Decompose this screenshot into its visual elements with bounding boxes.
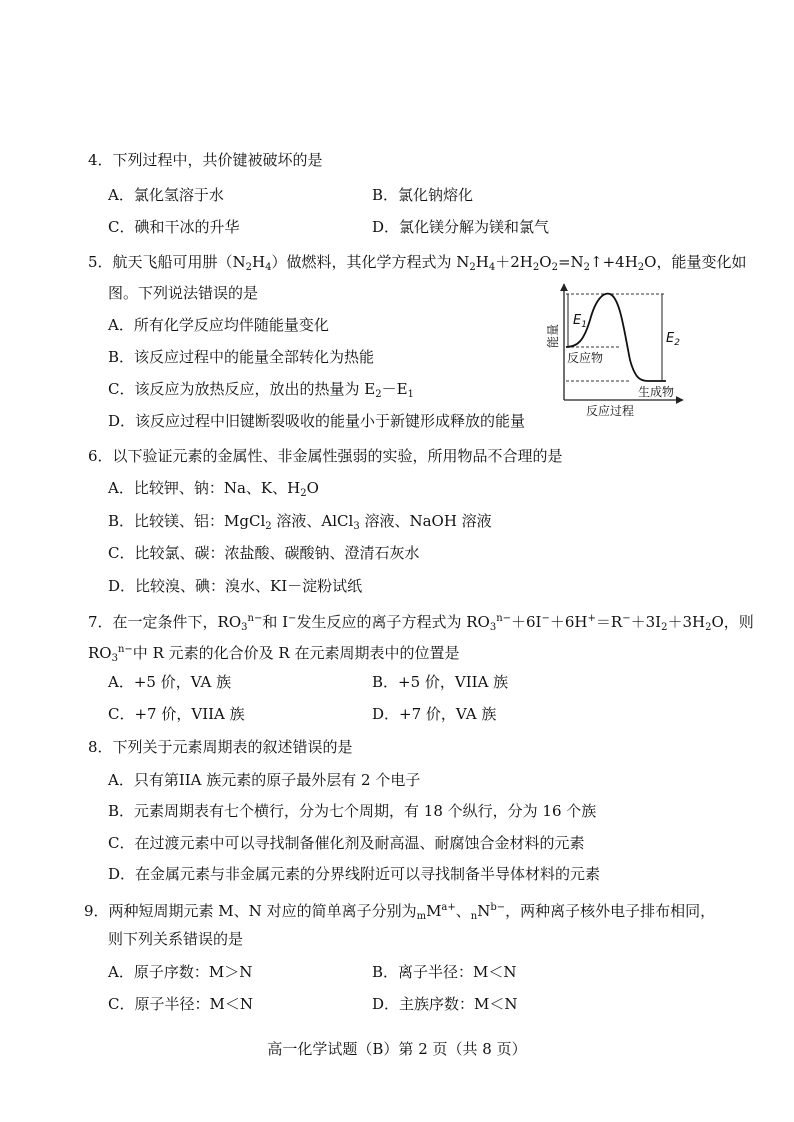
energy-diagram <box>538 280 688 420</box>
q5-option-d: D．该反应过程中旧键断裂吸收的能量小于新键形成释放的能量 <box>108 412 526 430</box>
q9-stem: 9．两种短周期元素 M、N 对应的简单离子分别为$_mM^{a+}$、$_nN^{b-}$，两种离子核外电子排布相同， <box>84 902 716 922</box>
q6-option-b: B．比较镁、铝：MgCl$_2$ 溶液、AlCl$_3$ 溶液、NaOH 溶液 <box>108 512 492 532</box>
e2-label: $E_2$ <box>666 331 680 348</box>
q8-option-d: D．在金属元素与非金属元素的分界线附近可以寻找制备半导体材料的元素 <box>108 865 601 883</box>
q7-stem: 7．在一定条件下，$RO_3^{n-}$和 I−发生反应的离子方程式为 $RO_3^{n-}+6I^-+6H^+=R^-+3I_2+3H_2O$，则 <box>88 613 754 633</box>
q9-stem-cont: 则下列关系错误的是 <box>108 930 244 948</box>
q8-option-c: C．在过渡元素中可以寻找制备催化剂及耐高温、耐腐蚀合金材料的元素 <box>108 834 585 852</box>
q4-option-d: D．氯化镁分解为镁和氯气 <box>372 218 550 236</box>
y-axis-label: 能量 <box>546 323 560 349</box>
q9-option-c: C．原子半径：M＜N <box>108 995 253 1013</box>
page-footer: 高一化学试题（B）第 2 页（共 8 页） <box>267 1040 527 1058</box>
q5-option-a: A．所有化学反应均伴随能量变化 <box>108 316 329 334</box>
q5-option-b: B．该反应过程中的能量全部转化为热能 <box>108 348 375 366</box>
q4-option-b: B．氯化钠熔化 <box>372 186 474 204</box>
q4-stem: 4．下列过程中，共价键被破坏的是 <box>88 151 323 169</box>
q5-stem: 5．航天飞船可用肼$(N_2H_4)$做燃料，其化学方程式为 $N_2H_4+2H_2O_2=N_2↑+4H_2O$，能量变化如 <box>88 253 747 273</box>
q8-option-b: B．元素周期表有七个横行，分为七个周期，有 18 个纵行，分为 16 个族 <box>108 802 597 820</box>
q8-option-a: A．只有第IIA 族元素的原子最外层有 2 个电子 <box>108 771 421 789</box>
q7-option-c: C．+7 价，VIIA 族 <box>108 705 245 723</box>
reactant-label: 反应物 <box>567 351 604 365</box>
e1-label: $E_1$ <box>573 313 587 330</box>
q7-option-a: A．+5 价，VA 族 <box>108 673 232 691</box>
q5-stem-cont: 图。下列说法错误的是 <box>108 284 259 302</box>
q6-option-c: C．比较氯、碳：浓盐酸、碳酸钠、澄清石灰水 <box>108 544 420 562</box>
q6-option-a: A．比较钾、钠：Na、K、$H_2O$ <box>108 479 319 499</box>
q4-option-a: A．氯化氢溶于水 <box>108 186 224 204</box>
q9-option-d: D．主族序数：M＜N <box>372 995 518 1013</box>
product-label: 生成物 <box>638 385 675 399</box>
q9-option-a: A．原子序数：M＞N <box>108 963 253 981</box>
q6-stem: 6．以下验证元素的金属性、非金属性强弱的实验，所用物品不合理的是 <box>88 447 563 465</box>
q6-option-d: D．比较溴、碘：溴水、KI－淀粉试纸 <box>108 577 363 595</box>
q8-stem: 8．下列关于元素周期表的叙述错误的是 <box>88 738 353 756</box>
q7-option-b: B．+5 价，VIIA 族 <box>372 673 509 691</box>
q7-stem-cont: $RO_3^{n-}$中 R 元素的化合价及 R 在元素周期表中的位置是 <box>88 644 460 664</box>
q4-option-c: C．碘和干冰的升华 <box>108 218 240 236</box>
q5-option-c: C．该反应为放热反应，放出的热量为 $E_2-E_1$ <box>108 380 414 400</box>
x-axis-label: 反应过程 <box>586 404 635 418</box>
q9-option-b: B．离子半径：M＜N <box>372 963 517 981</box>
q7-option-d: D．+7 价，VA 族 <box>372 705 497 723</box>
energy-diagram-svg <box>538 280 688 420</box>
energy-curve <box>566 294 666 381</box>
